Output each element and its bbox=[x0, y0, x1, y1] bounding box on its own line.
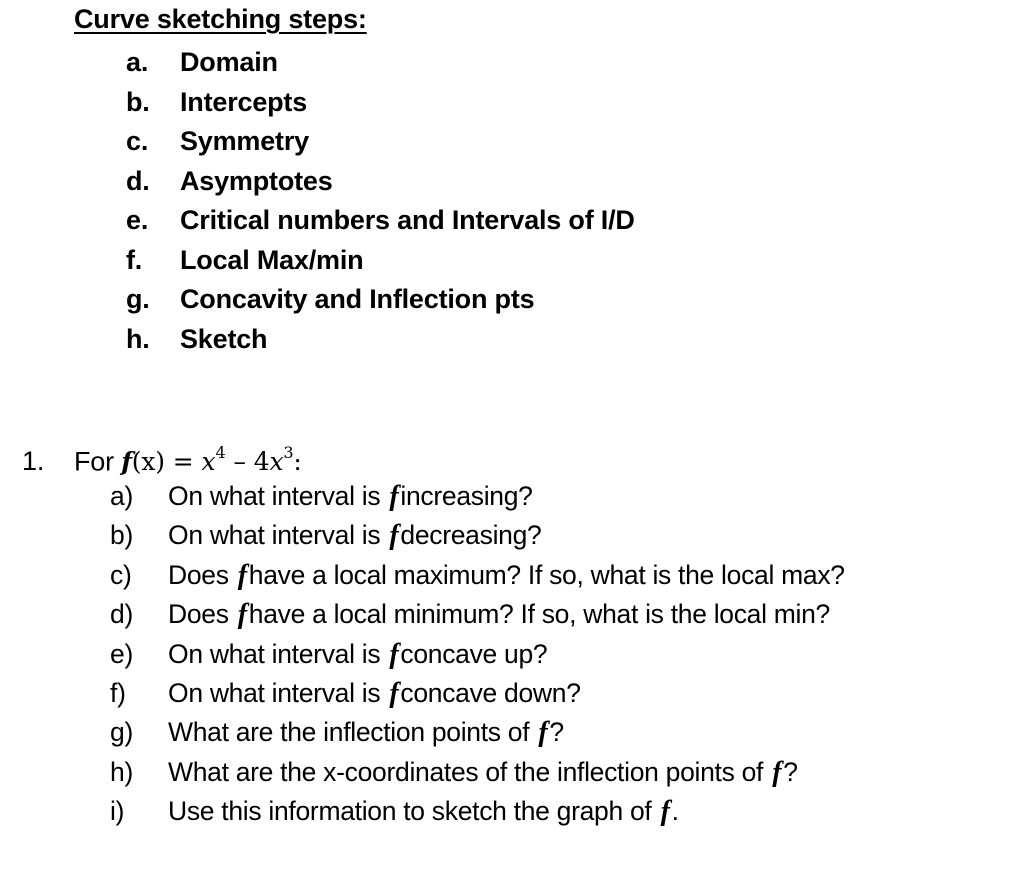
question-text: Does bbox=[168, 599, 229, 630]
function-name: f bbox=[121, 447, 132, 477]
function-symbol: f bbox=[660, 796, 670, 828]
question-text: On what interval is bbox=[168, 677, 381, 708]
function-symbol: f bbox=[538, 717, 548, 749]
term2-coefficient: 4 bbox=[253, 447, 270, 477]
term1-exponent: 4 bbox=[215, 443, 226, 462]
step-text: Symmetry bbox=[180, 126, 309, 156]
step-marker: f. bbox=[126, 244, 143, 275]
step-item bbox=[126, 281, 635, 321]
colon: : bbox=[293, 447, 302, 477]
questions-list bbox=[110, 478, 845, 833]
question-item bbox=[110, 596, 845, 635]
question-text: have a local minimum? If so, what is the local min? bbox=[248, 599, 830, 630]
question-marker: i) bbox=[110, 796, 125, 827]
step-marker: e. bbox=[126, 205, 149, 235]
step-text: Critical numbers and Intervals of I/D bbox=[180, 205, 635, 235]
problem-lead: For bbox=[74, 446, 114, 477]
question-text: decreasing? bbox=[400, 520, 542, 551]
question-marker: f) bbox=[110, 677, 126, 708]
question-text: concave down? bbox=[400, 677, 581, 708]
step-marker: c. bbox=[126, 126, 149, 156]
question-marker: g) bbox=[110, 717, 133, 748]
step-marker: a. bbox=[126, 47, 149, 77]
function-argument: (x) bbox=[131, 447, 165, 477]
equals-sign: = bbox=[172, 447, 194, 477]
step-text: Asymptotes bbox=[180, 165, 333, 196]
function-symbol: f bbox=[389, 481, 399, 512]
problem-line bbox=[22, 436, 302, 476]
question-text: On what interval is bbox=[168, 520, 381, 551]
curve-sketching-steps-list bbox=[126, 44, 635, 360]
question-item bbox=[110, 793, 845, 832]
question-text: concave up? bbox=[400, 638, 548, 669]
question-item bbox=[110, 478, 845, 517]
term1-base: x bbox=[201, 447, 216, 477]
question-text: . bbox=[671, 796, 679, 827]
step-text: Concavity and Inflection pts bbox=[180, 284, 535, 314]
question-marker: a) bbox=[110, 481, 133, 511]
question-item bbox=[110, 675, 845, 714]
question-text: On what interval is bbox=[168, 638, 381, 669]
question-text: increasing? bbox=[400, 481, 533, 511]
question-item bbox=[110, 714, 845, 753]
step-marker: h. bbox=[126, 323, 150, 354]
function-symbol: f bbox=[389, 638, 399, 670]
question-text: ? bbox=[783, 756, 798, 787]
step-item bbox=[126, 84, 635, 124]
question-text: Does bbox=[168, 559, 229, 590]
step-marker: d. bbox=[126, 165, 150, 196]
question-text: What are the inflection points of bbox=[168, 717, 530, 748]
function-symbol: f bbox=[237, 599, 247, 631]
question-marker: h) bbox=[110, 756, 133, 787]
step-text: Domain bbox=[180, 47, 278, 77]
step-text: Sketch bbox=[180, 323, 268, 354]
question-text: have a local maximum? If so, what is the local max? bbox=[248, 559, 845, 590]
function-symbol: f bbox=[237, 559, 247, 591]
problem-statement bbox=[22, 436, 302, 476]
problem-number: 1. bbox=[22, 446, 45, 477]
step-item bbox=[126, 242, 635, 282]
step-text: Intercepts bbox=[180, 86, 308, 117]
step-item bbox=[126, 321, 635, 361]
question-marker: e) bbox=[110, 638, 133, 669]
function-definition bbox=[121, 443, 302, 477]
question-item bbox=[110, 754, 845, 793]
question-item bbox=[110, 636, 845, 675]
function-symbol: f bbox=[389, 677, 399, 709]
section-heading: Curve sketching steps: bbox=[74, 4, 367, 34]
step-text: Local Max/min bbox=[180, 244, 364, 275]
minus-sign: – bbox=[233, 447, 246, 477]
step-marker: b. bbox=[126, 86, 150, 117]
question-item bbox=[110, 557, 845, 596]
step-item bbox=[126, 202, 635, 242]
term2-base: x bbox=[269, 447, 284, 477]
question-text: ? bbox=[549, 717, 564, 748]
question-marker: d) bbox=[110, 599, 133, 630]
question-text: Use this information to sketch the graph of bbox=[168, 796, 652, 827]
step-item bbox=[126, 123, 635, 163]
question-text: On what interval is bbox=[168, 481, 381, 511]
step-item bbox=[126, 163, 635, 203]
function-symbol: f bbox=[772, 756, 782, 788]
question-text: What are the x-coordinates of the inflection points of bbox=[168, 756, 764, 787]
question-marker: b) bbox=[110, 520, 133, 551]
question-marker: c) bbox=[110, 559, 132, 590]
function-symbol: f bbox=[389, 520, 399, 552]
step-item bbox=[126, 44, 635, 84]
term2-exponent: 3 bbox=[283, 443, 294, 462]
question-item bbox=[110, 517, 845, 556]
step-marker: g. bbox=[126, 284, 150, 314]
